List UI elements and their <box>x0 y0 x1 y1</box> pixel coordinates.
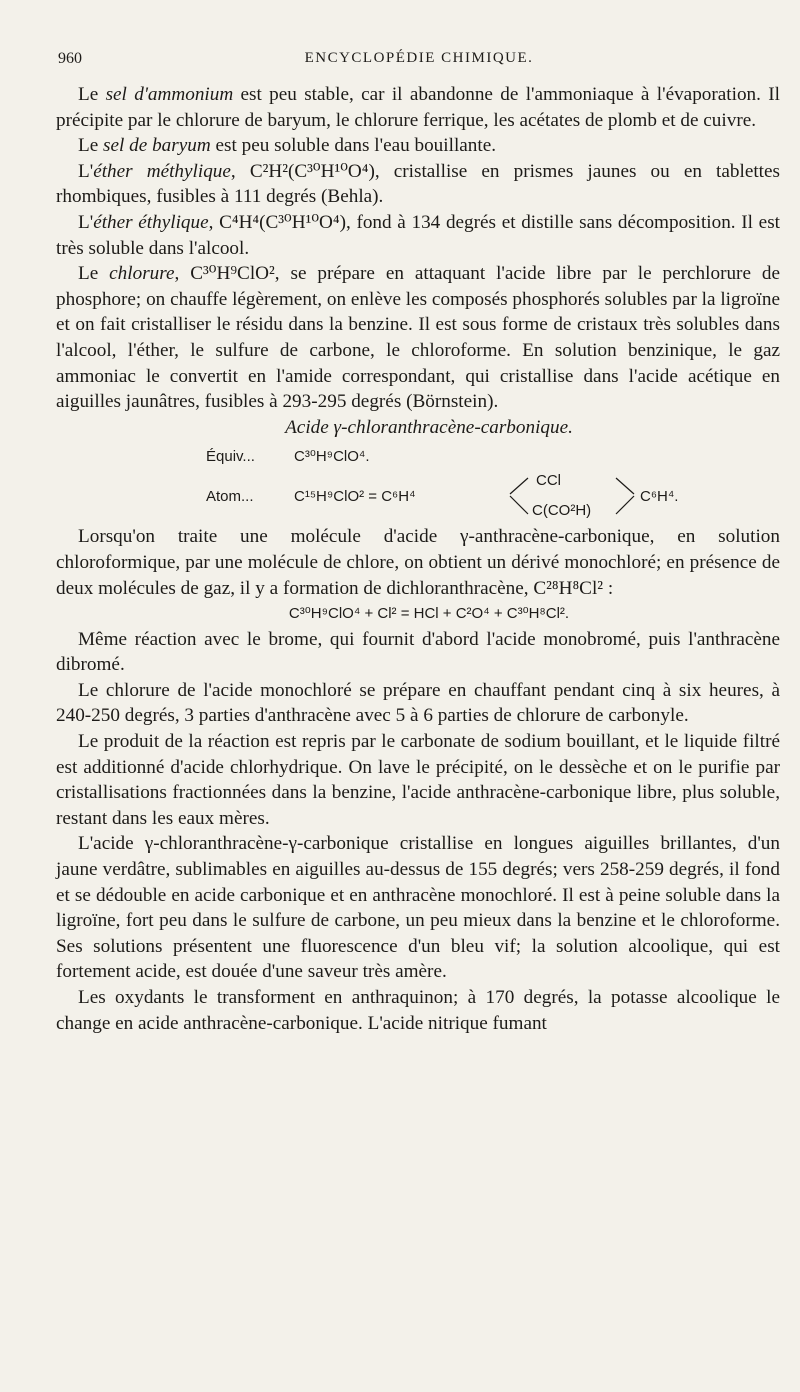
italic-term: chlorure <box>109 263 175 285</box>
paragraph: L'éther éthylique, C⁴H⁴(C³⁰H¹⁰O⁴), fond à 134 degrés et distille sans décomposition. Il est très soluble dans l'alcool. <box>56 211 780 259</box>
italic-term: éther éthylique <box>93 211 209 233</box>
equation: C³⁰H⁹ClO⁴ + Cl² = HCl + C²O⁴ + C³⁰H⁸Cl². <box>288 605 570 623</box>
struct-bottom: C(CO²H) <box>532 502 592 520</box>
atom-label: Atom... <box>206 488 254 506</box>
struct-right: C⁶H⁴. <box>640 488 679 506</box>
structural-formula <box>506 472 716 518</box>
paragraph: Les oxydants le transforment en anthraquinon; à 170 degrés, la potasse alcoolique le change en acide anthracène-carbonique. L'acide nitrique fumant <box>56 987 780 1034</box>
paragraph: L'éther méthylique, C²H²(C³⁰H¹⁰O⁴), cristallise en prismes jaunes ou en tablettes rhombiques, fusibles à 111 degrés (Behla). <box>56 160 780 208</box>
paragraph: L'acide γ-chloranthracène-γ-carbonique cristallise en longues aiguilles brillantes, d'un jaune verdâtre, sublimables en aiguilles au-dessus de 155 degrés; vers 258-259 degrés, il fond et se dédouble en acide carbonique et en anthracène monochloré. Il est à peine soluble dans la ligroïne, fort peu dans le sulfure de carbone, un peu mieux dans la benzine et le chloroforme. Ses solutions présentent une fluorescence d'un bleu vif; la solution alcoolique, qui est fortement acide, est douée d'une saveur très amère. <box>56 833 780 983</box>
struct-top: CCl <box>536 472 561 490</box>
section-title: Acide γ-chloranthracène-carbonique. <box>285 416 573 438</box>
formula-block <box>56 440 780 518</box>
italic-term: éther méthylique <box>93 160 231 182</box>
paragraph: Le sel de baryum est peu soluble dans l'eau bouillante. <box>78 135 497 157</box>
paragraph: Le sel d'ammonium est peu stable, car il abandonne de l'ammoniaque à l'évaporation. Il précipite par le chlorure de baryum, le chlorure ferrique, les acétates de plomb et de cuivre. <box>56 84 780 131</box>
page-header <box>58 50 780 74</box>
equiv-formula <box>206 444 370 470</box>
running-title: ENCYCLOPÉDIE CHIMIQUE. <box>304 50 534 66</box>
italic-term: sel de baryum <box>103 135 211 157</box>
atom-formula <box>206 484 416 510</box>
equiv-label: Équiv... <box>206 448 255 466</box>
atom-value: C¹⁵H⁹ClO² = C⁶H⁴ <box>294 488 416 506</box>
paragraph: Le chlorure, C³⁰H⁹ClO², se prépare en attaquant l'acide libre par le perchlorure de phosphore; on chauffe légèrement, on enlève les composés phosphorés solubles par la ligroïne et on fait cristalliser le résidu dans la benzine. Il est sous forme de cristaux très solubles dans l'alcool, l'éther, le sulfure de carbone, le chloroforme. En solution benzinique, le gaz ammoniac le convertit en l'amide correspondant, qui cristallise dans l'acide acétique en aiguilles jaunâtres, fusibles à 293-295 degrés (Börnstein). <box>56 263 780 413</box>
italic-term: sel d'ammonium <box>105 84 234 105</box>
body-text <box>56 82 780 1036</box>
page-number: 960 <box>58 50 82 67</box>
paragraph: Le produit de la réaction est repris par le carbonate de sodium bouillant, et le liquide filtré est additionné d'acide chlorhydrique. On lave le précipité, on le dessèche et on le purifie par cristallisations fractionnées dans la benzine, l'acide anthracène-carbonique libre, plus soluble, restant dans les eaux mères. <box>56 731 780 829</box>
equiv-value: C³⁰H⁹ClO⁴. <box>294 448 370 466</box>
paragraph: Le chlorure de l'acide monochloré se prépare en chauffant pendant cinq à six heures, à 240-250 degrés, 3 parties d'anthracène avec 5 à 6 parties de chlorure de carbonyle. <box>56 679 780 727</box>
paragraph: Même réaction avec le brome, qui fournit d'abord l'acide monobromé, puis l'anthracène dibromé. <box>56 628 780 676</box>
paragraph: Lorsqu'on traite une molécule d'acide γ-anthracène-carbonique, en solution chloroformique, par une molécule de chlore, on obtient un dérivé monochloré; en présence de deux molécules de gaz, il y a formation de dichloranthracène, C²⁸H⁸Cl² : <box>56 526 780 599</box>
